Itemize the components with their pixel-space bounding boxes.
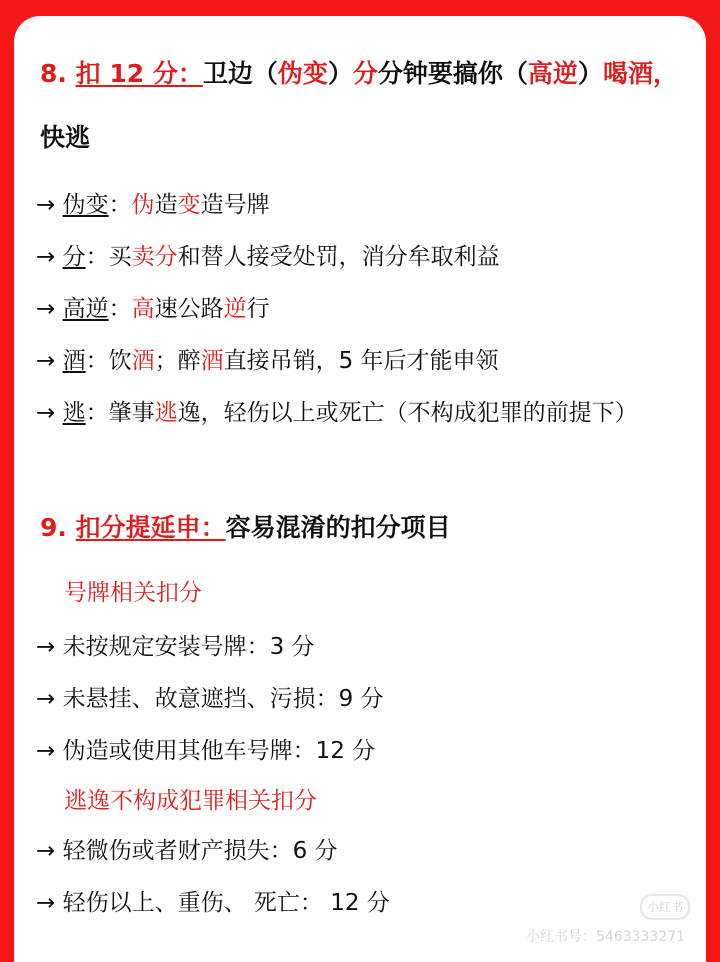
arrow-icon: → [36, 296, 56, 322]
arrow-icon: → [36, 400, 56, 426]
section-9-title: 扣分提延申： [75, 513, 226, 542]
arrow-icon: → [36, 244, 56, 270]
item-keyword: 伪变 [62, 192, 109, 218]
highlight-text: 酒 [200, 348, 224, 374]
item-separator: ： [85, 244, 109, 270]
item-text: 逸，轻伤以上或死亡（不构成犯罪的前提下） [177, 400, 638, 426]
highlight-text: 变 [177, 192, 201, 218]
item-keyword: 酒 [62, 348, 86, 374]
list-item [36, 290, 270, 323]
list-item [36, 238, 500, 271]
item-text: 造号牌 [200, 192, 270, 218]
watermark-id: 小红书号：5463333271 [526, 929, 686, 945]
section-8-heading [40, 54, 678, 90]
content-card [14, 16, 706, 962]
item-text: 肇事 [108, 400, 155, 426]
item-text: 和替人接受处罚，消分牟取利益 [177, 244, 500, 270]
item-text: 造 [154, 192, 178, 218]
section-9-subtitle: 容易混淆的扣分项目 [225, 513, 451, 542]
item-text: 行 [246, 296, 270, 322]
list-item: → 未按规定安装号牌：3 分 [36, 634, 315, 660]
mnemonic-highlight: 高逆 [527, 59, 578, 88]
mnemonic-highlight: 伪变 [277, 59, 328, 88]
list-item: → 伪造或使用其他车号牌：12 分 [36, 738, 376, 764]
mnemonic-part: 分钟要搞你（ [377, 59, 528, 88]
highlight-text: 逃 [154, 400, 178, 426]
item-keyword: 分 [62, 244, 86, 270]
section-8-title: 扣 12 分： [75, 59, 203, 88]
mnemonic-highlight: 分 [352, 59, 378, 88]
list-item: → 轻微伤或者财产损失：6 分 [36, 838, 338, 864]
section-8-heading-line2: 快逃 [40, 123, 91, 152]
item-text: ；醉 [154, 348, 201, 374]
item-text: 饮 [108, 348, 132, 374]
item-separator: ： [85, 348, 109, 374]
list-item [36, 394, 638, 427]
mnemonic-part: ） [577, 59, 603, 88]
mnemonic-highlight: 喝酒， [602, 59, 678, 88]
item-separator: ： [108, 192, 132, 218]
mnemonic-part: 卫边（ [202, 59, 278, 88]
list-item: → 未悬挂、故意遮挡、污损：9 分 [36, 686, 384, 712]
list-item: → 轻伤以上、重伤、 死亡： 12 分 [36, 890, 390, 916]
group-escape-label: 逃逸不构成犯罪相关扣分 [64, 788, 317, 814]
item-separator: ： [85, 400, 109, 426]
group-plate-label: 号牌相关扣分 [64, 580, 202, 606]
watermark-logo: 小红书 [640, 894, 690, 920]
mnemonic-part: ） [327, 59, 353, 88]
item-keyword: 逃 [62, 400, 86, 426]
list-item [36, 186, 270, 219]
highlight-text: 卖分 [131, 244, 178, 270]
section-9-number: 9. [40, 513, 67, 542]
list-item [36, 342, 499, 375]
item-keyword: 高逆 [62, 296, 109, 322]
arrow-icon: → [36, 192, 56, 218]
item-text: 买 [108, 244, 132, 270]
section-9-heading [40, 508, 451, 544]
item-separator: ： [108, 296, 132, 322]
arrow-icon: → [36, 348, 56, 374]
highlight-text: 酒 [131, 348, 155, 374]
section-8-number: 8. [40, 59, 67, 88]
highlight-text: 伪 [131, 192, 155, 218]
item-text: 速公路 [154, 296, 224, 322]
highlight-text: 逆 [223, 296, 247, 322]
item-text: 直接吊销，5 年后才能申领 [223, 348, 499, 374]
highlight-text: 高 [131, 296, 155, 322]
